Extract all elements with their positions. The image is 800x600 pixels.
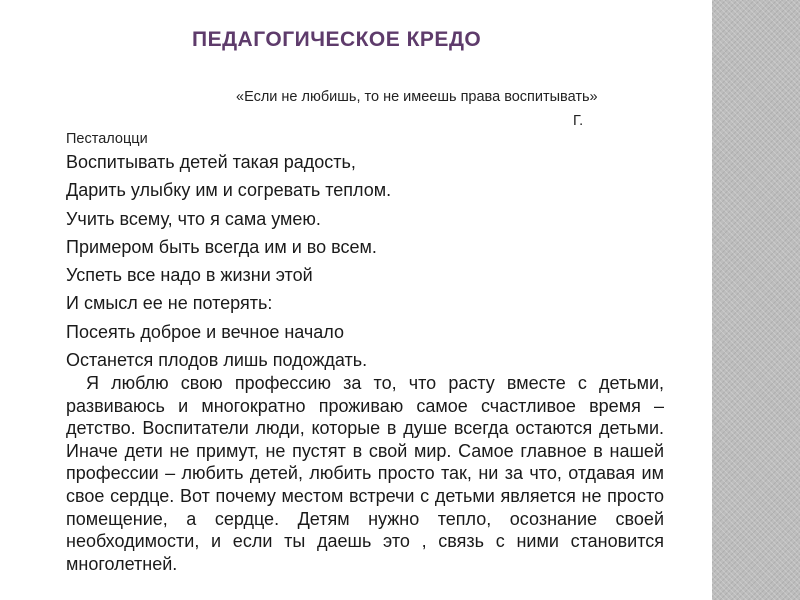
slide-title: ПЕДАГОГИЧЕСКОЕ КРЕДО bbox=[192, 28, 482, 51]
poem-line: И смысл ее не потерять: bbox=[66, 293, 273, 314]
poem-line: Дарить улыбку им и согревать теплом. bbox=[66, 180, 392, 201]
poem-line: Воспитывать детей такая радость, bbox=[66, 152, 356, 172]
poem-line: Примером быть всегда им и во всем. bbox=[66, 236, 377, 257]
poem-line: Посеять доброе и вечное начало bbox=[66, 321, 345, 342]
decorative-side-band bbox=[712, 0, 800, 600]
epigraph-author-initial: Г. bbox=[573, 113, 584, 129]
poem-line: Успеть все надо в жизни этой bbox=[66, 265, 313, 286]
epigraph-author-surname: Песталоцци bbox=[66, 131, 148, 147]
epigraph-quote: «Если не любишь, то не имеешь права воспитывать» bbox=[236, 89, 598, 105]
poem bbox=[66, 148, 391, 374]
poem-line: Учить всему, что я сама умею. bbox=[66, 208, 321, 229]
poem-line: Останется плодов лишь подождать. bbox=[66, 350, 368, 371]
essay-paragraph: Я люблю свою профессию за то, что расту вместе с детьми, развиваюсь и многократно проживаю самое счастливое время – детство. Воспитатели люди, которые в душе всегда остаются детьми. Иначе дети не примут, не пустят в свой мир. Самое главное в нашей профессии – любить детей, любить просто так, ни за что, отдавая им свое сердце. Вот почему местом встречи с детьми является не просто помещение, а сердце. Детям нужно тепло, осознание своей необходимости, и если ты даешь это , связь с ними становится многолетней. bbox=[66, 373, 664, 574]
